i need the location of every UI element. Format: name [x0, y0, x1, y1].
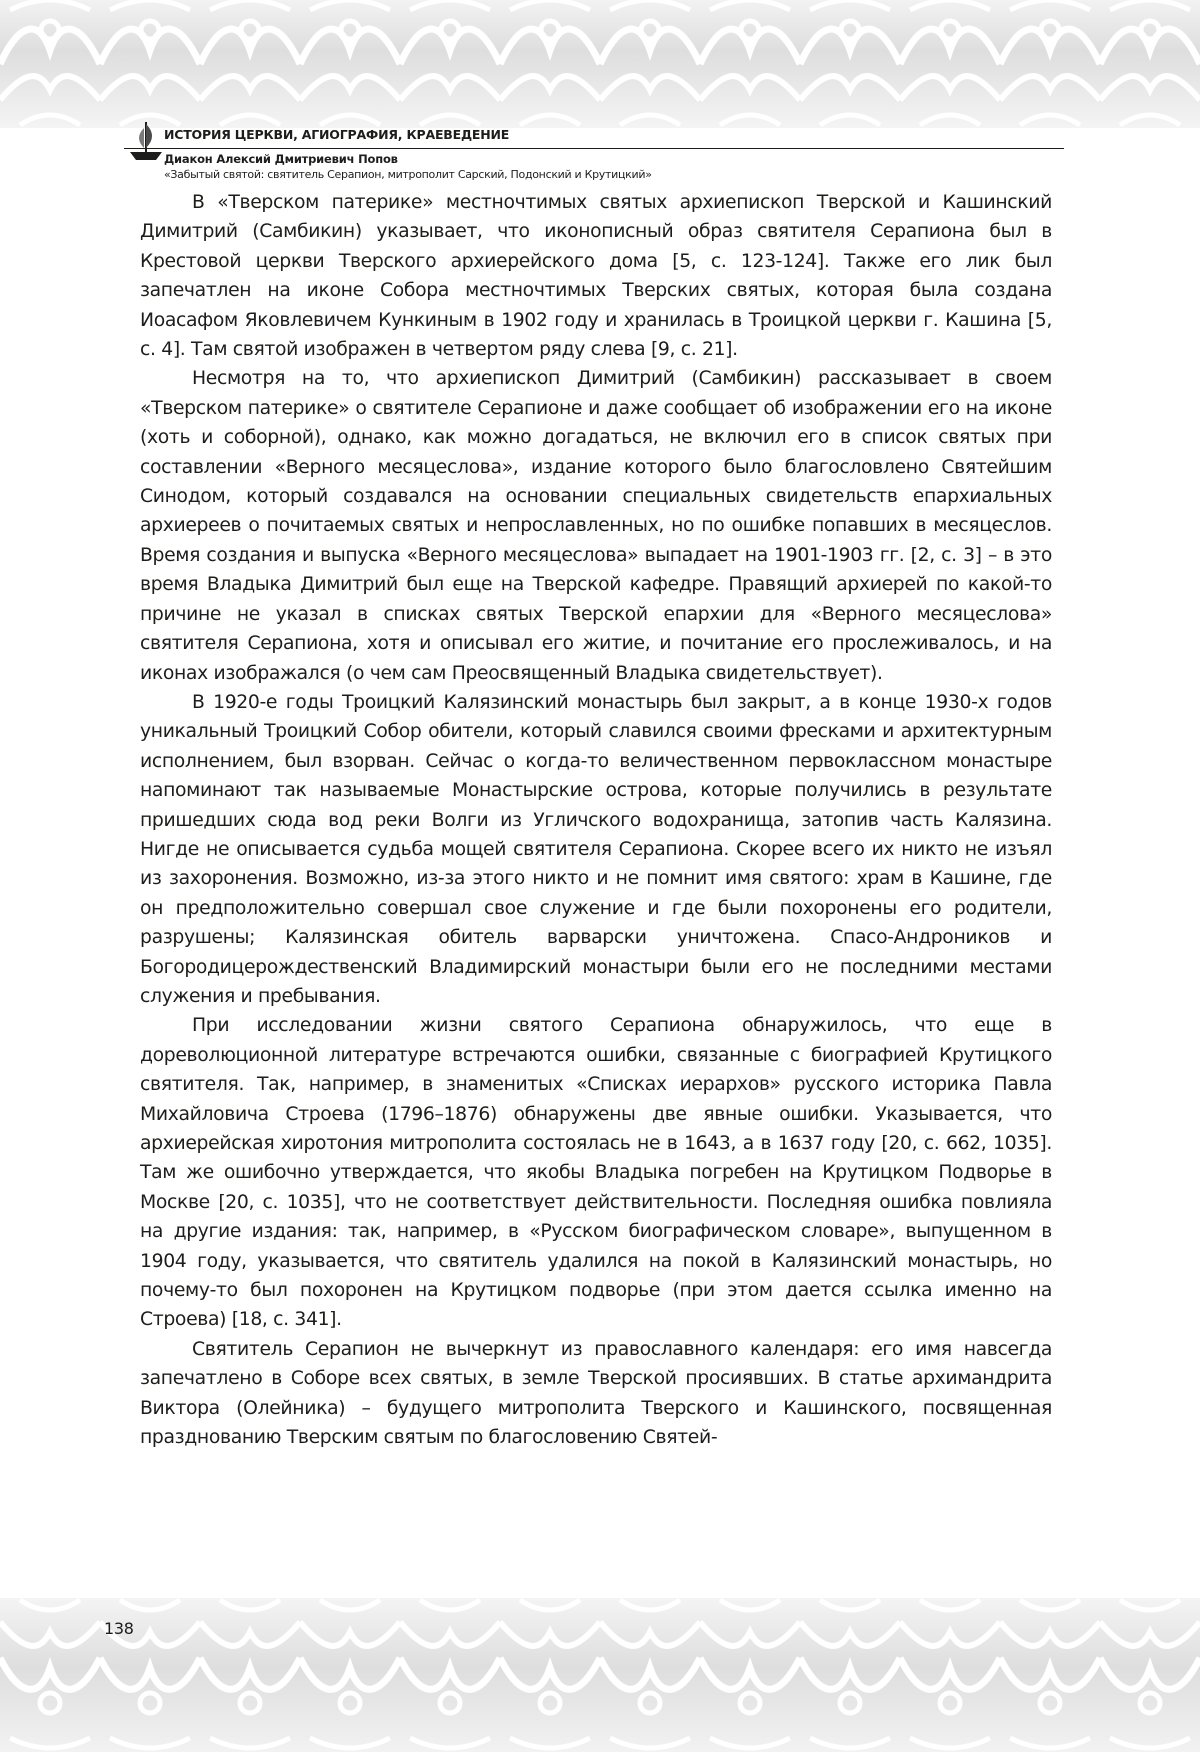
paragraph: При исследовании жизни святого Серапиона обнаружилось, что еще в дореволюционной литературе встречаются ошибки, связанные с биографией Крутицкого святителя. Так, например, в знаменитых «Списках иерархов» русского историка Павла Михайловича Строева (1796–1876) обнаружены две явные ошибки. Указывается, что архиерейская хиротония митрополита состоялась не в 1643, а в 1637 году [20, с. 662, 1035]. Там же ошибочно утверждается, что якобы Владыка погребен на Крутицком Подворье в Москве [20, с. 1035], что не соответствует действительности. Последняя ошибка повлияла на другие издания: так, например, в «Русском биографическом словаре», выпущенном в 1904 году, указывается, что святитель удалился на покой в Калязинский монастырь, но почему-то был похоронен на Крутицком подворье (при этом дается ссылка именно на Строева) [18, с. 341].: [140, 1015, 1052, 1331]
article-body: [140, 188, 1052, 1452]
bottom-ornament-border: [0, 1598, 1200, 1752]
paragraph: В «Тверском патерике» местночтимых святых архиепископ Тверской и Кашинский Димитрий (Самбикин) указывает, что иконописный образ святителя Серапиона был в Крестовой церкви Тверского архиерейского дома [5, с. 123-124]. Также его лик был запечатлен на иконе Собора местночтимых Тверских святых, которая была создана Иоасафом Яковлевичем Кункиным в 1902 году и хранилась в Троицкой церкви г. Кашина [5, с. 4]. Там святой изображен в четвертом ряду слева [9, с. 21].: [140, 192, 1052, 361]
paragraph: В 1920-е годы Троицкий Калязинский монастырь был закрыт, а в конце 1930-х годов уникальный Троицкий Собор обители, который славился своими фресками и архитектурным исполнением, был взорван. Сейчас о когда-то величественном первоклассном монастыре напоминают так называемые Монастырские острова, которые получились в результате пришедших сюда вод реки Волги из Угличского водохранища, затопив часть Калязина. Нигде не описывается судьба мощей святителя Серапиона. Скорее всего их никто не изъял из захоронения. Возможно, из-за этого никто и не помнит имя святого: храм в Кашине, где он предположительно совершал свое служение и где были похоронены его родители, разрушены; Калязинская обитель варварски уничтожена. Спасо-Андроников и Богородицерождественский Владимирский монастыри были его не последними местами служения и пребывания.: [140, 691, 1052, 1007]
section-title: ИСТОРИЯ ЦЕРКВИ, АГИОГРАФИЯ, КРАЕВЕДЕНИЕ: [164, 127, 510, 142]
paragraph: Несмотря на то, что архиепископ Димитрий (Самбикин) рассказывает в своем «Тверском патерике» о святителе Серапионе и даже сообщает об изображении его на иконе (хоть и соборной), однако, как можно догадаться, не включил его в список святых при составлении «Верного месяцеслова», издание которого было благословлено Святейшим Синодом, который создавался на основании специальных свидетельств епархиальных архиереев о почитаемых святых и непрославленных, но по ошибке попавших в месяцеслов. Время создания и выпуска «Верного месяцеслова» выпадает на 1901-1903 гг. [2, с. 3] – в это время Владыка Димитрий был еще на Тверской кафедре. Правящий архиерей по какой-то причине не указал в списках святых Тверской епархии для «Верного месяцеслова» святителя Серапиона, хотя и описывал его житие, и почитание его прослеживалось, и на иконах изображался (о чем сам Преосвященный Владыка свидетельствует).: [140, 368, 1052, 684]
top-ornament-border: [0, 0, 1200, 128]
paragraph: Святитель Серапион не вычеркнут из православного календаря: его имя навсегда запечатлено в Соборе всех святых, в земле Тверской просиявших. В статье архимандрита Виктора (Олейника) – будущего митрополита Тверского и Кашинского, посвященная празднованию Тверским святым по благословению Святей-: [140, 1338, 1052, 1449]
article-title: «Забытый святой: святитель Серапион, митрополит Сарский, Подонский и Крутицкий»: [164, 168, 652, 181]
ornament-border-icon: [0, 1598, 1200, 1752]
author-name: Диакон Алексий Дмитриевич Попов: [164, 152, 398, 166]
ship-logo-icon: [124, 118, 168, 162]
header-divider: [124, 148, 1064, 149]
page-number: 138: [104, 1619, 134, 1638]
ornament-border-icon: [0, 0, 1200, 128]
